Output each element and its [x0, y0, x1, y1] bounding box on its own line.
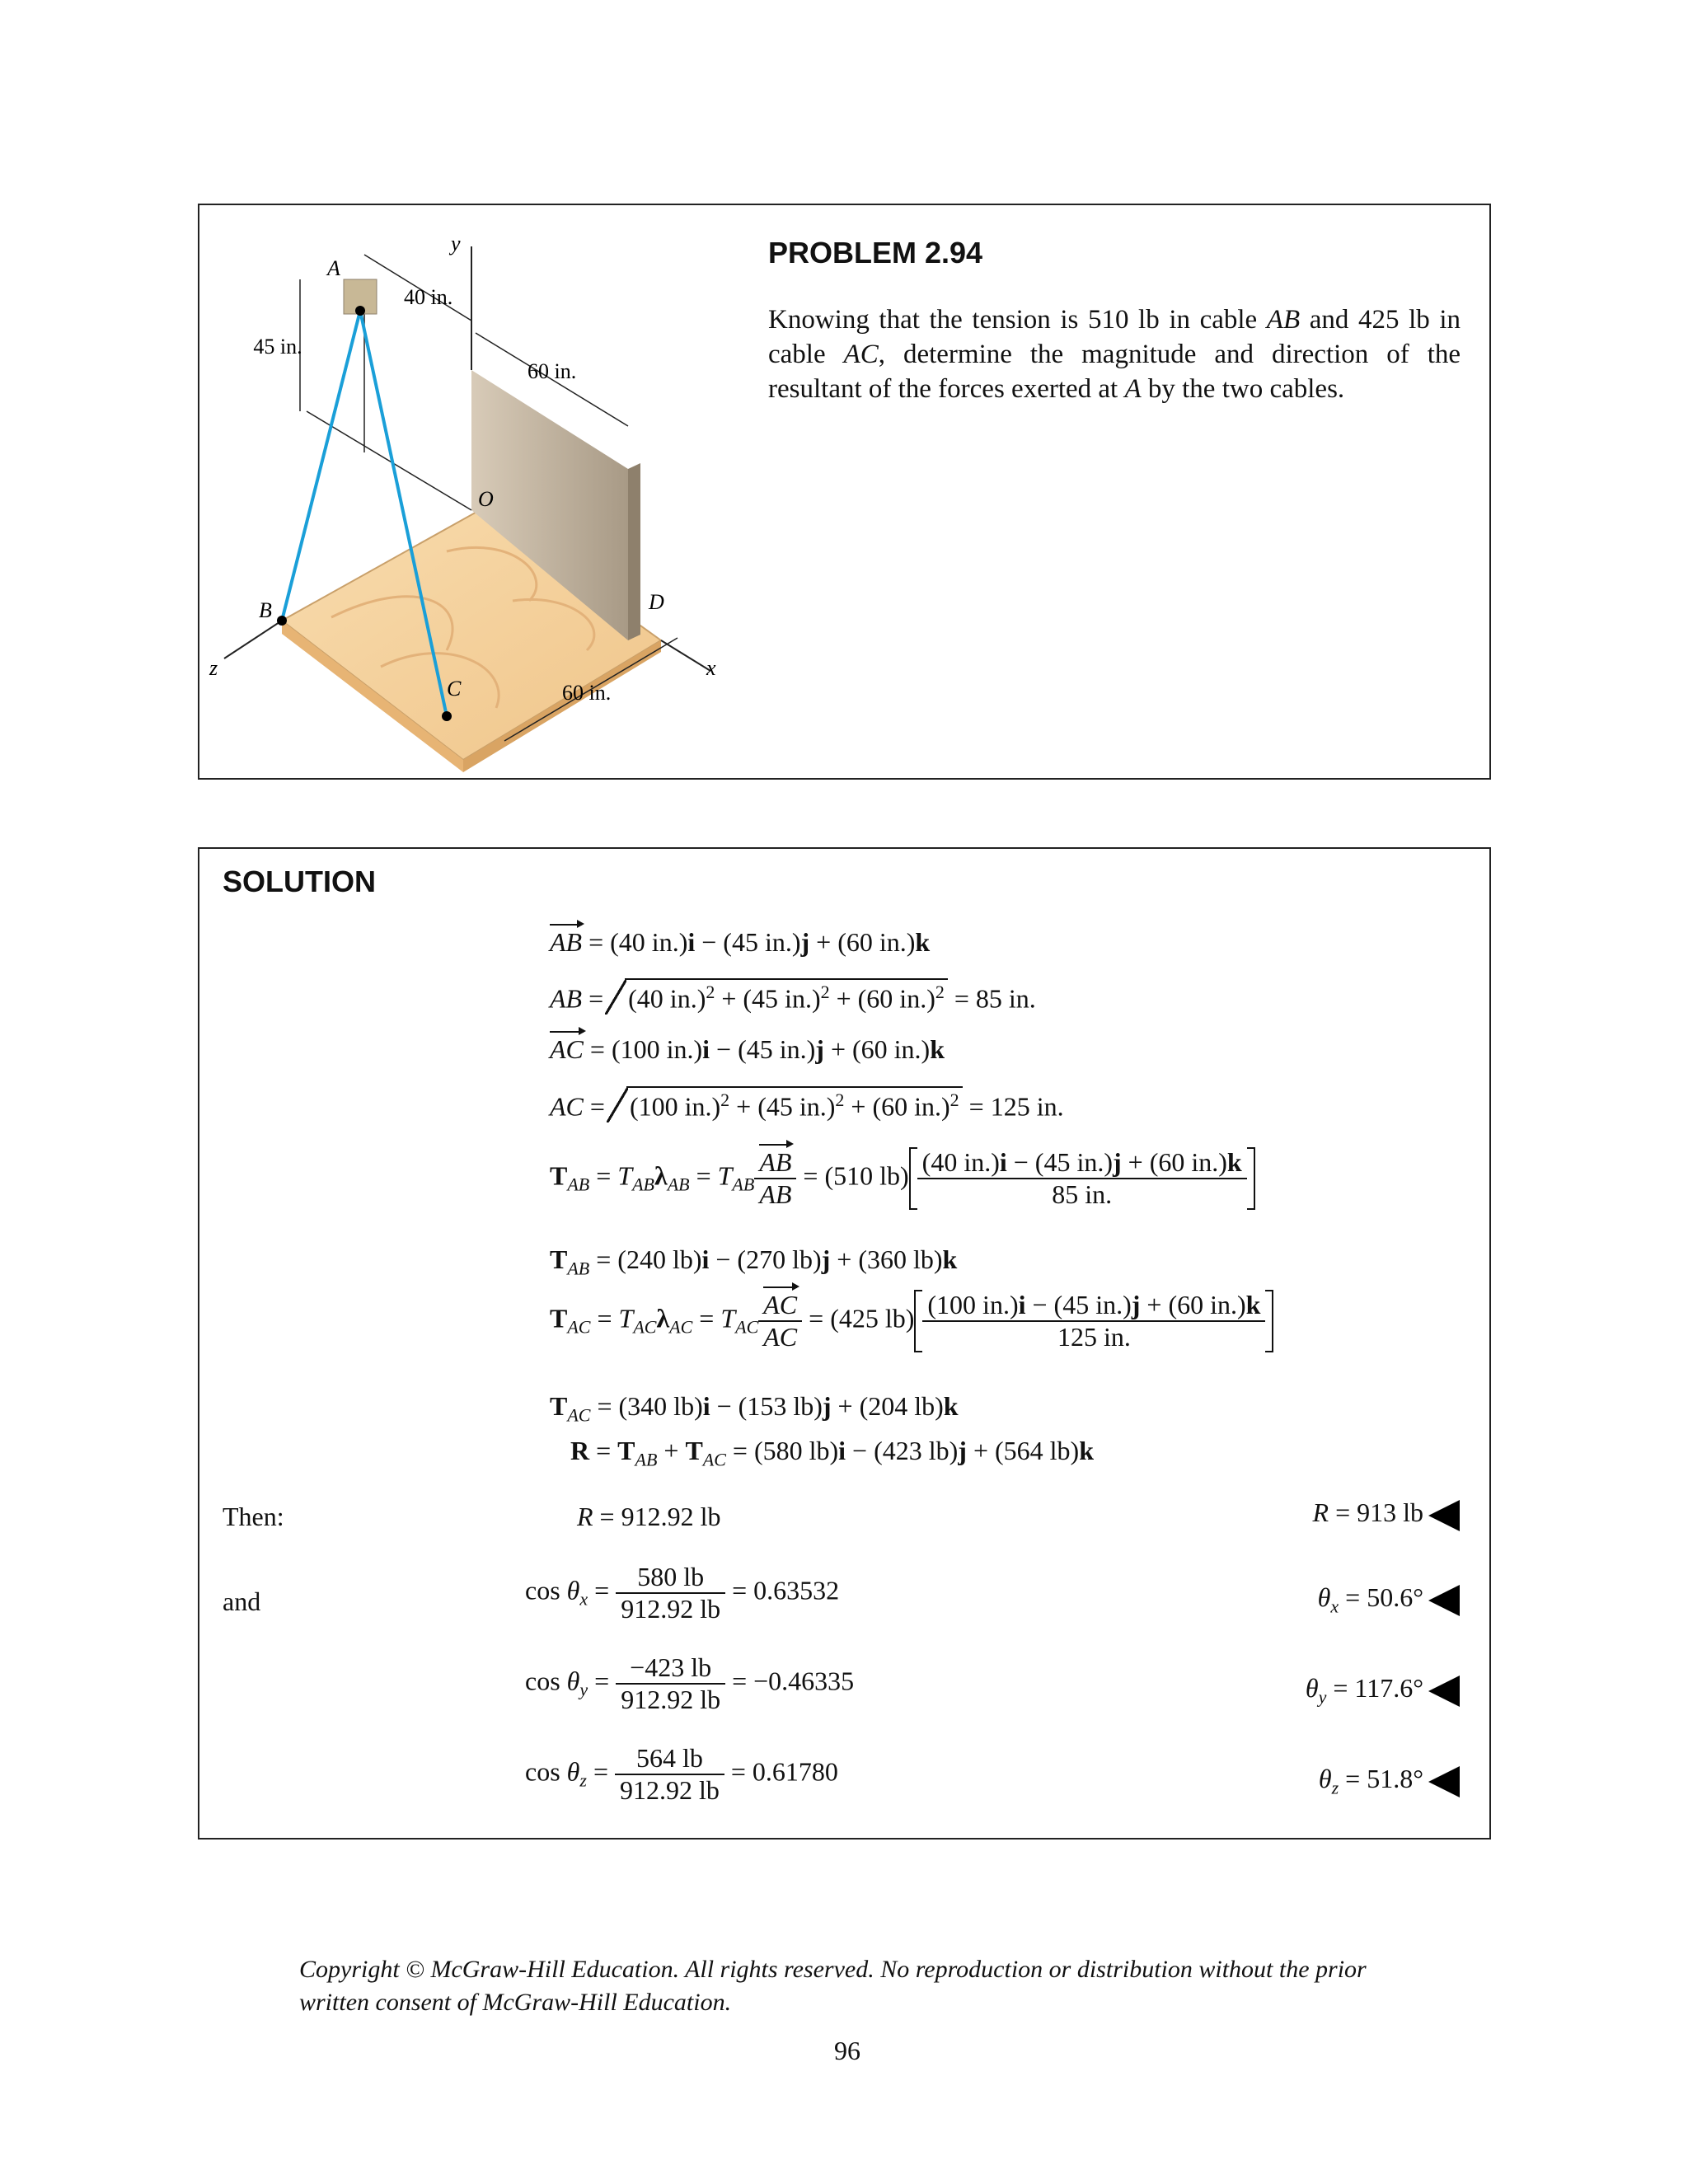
equation-magnitude-AB: AB = (40 in.)$^2$ + (45 in.)$^2$ + (60 in.)$^2$ = 85 in. — [550, 978, 1036, 1015]
equation-magnitude-AC: AC = (100 in.)$^2$ + (45 in.)$^2$ + (60 in.)$^2$ = 125 in. — [550, 1086, 1064, 1122]
theta-x-answer: $\theta_x = 50.6^\circ$ — [1318, 1582, 1460, 1617]
z-axis — [224, 621, 282, 658]
problem-statement: Knowing that the tension is 510 lb in cable AB and 425 lb in cable AC, determine the magnitude and direction of the resultant of the forces exerted at A by the two cables. — [768, 305, 1461, 404]
wall-edge — [628, 463, 640, 640]
label-A: A — [327, 256, 340, 280]
label-B: B — [259, 598, 272, 622]
equation-T-AB: $T_{AB} = T_{AB}\lambda_{AB} = T_{AB}$ $\frac{AB}{AB}$ = (510 lb) $\frac{(40 in.)i - (45 in.)j + (60 in.)k}{85 in.}$ — [550, 1147, 1255, 1210]
theta-y-answer: $\theta_y = 117.6^\circ$ — [1306, 1673, 1460, 1708]
then-label: Then: — [223, 1502, 284, 1531]
label-z: z — [209, 656, 218, 680]
answer-marker-icon — [1428, 1766, 1460, 1797]
page-number: 96 — [834, 2036, 860, 2065]
equation-resultant-R: $R = T_{AB} + T_{AC} = (580$ lb)i − (423 lb)j + (564 lb)k — [570, 1436, 1094, 1470]
equation-vector-AC: AC = (100 in.)i − (45 in.)j + (60 in.)k — [550, 1034, 945, 1064]
label-C: C — [447, 677, 462, 701]
theta-z-answer: $\theta_z = 51.8^\circ$ — [1319, 1764, 1460, 1798]
dim-60-top-label: 60 in. — [528, 359, 577, 383]
answer-marker-icon — [1428, 1500, 1460, 1531]
dim-40-label: 40 in. — [404, 285, 453, 309]
label-y: y — [451, 232, 461, 255]
and-label: and — [223, 1586, 261, 1616]
equation-T-AC: $T_{AC} = T_{AC}\lambda_{AC} = T_{AC}$ $\frac{AC}{AC}$ = (425 lb) $\frac{(100 in.)i - (45 in.)j + (60 in.)k}{125 in.}$ — [550, 1290, 1273, 1352]
solution-title: SOLUTION — [223, 865, 376, 898]
equation-cos-theta-y: $\cos \theta_y$ = $\frac{-423 lb}{912.92 lb}$ = −0.46335 — [525, 1652, 855, 1714]
equation-cos-theta-x: $\cos \theta_x$ = $\frac{580 lb}{912.92 lb}$ = 0.63532 — [525, 1562, 840, 1624]
equation-cos-theta-z: $\cos \theta_z$ = $\frac{564 lb}{912.92 lb}$ = 0.61780 — [525, 1743, 838, 1805]
problem-figure — [199, 205, 760, 778]
x-axis — [661, 640, 710, 671]
equation-T-AB-components: $T_{AB} = (240$ lb)i − (270 lb)j + (360 lb)k — [550, 1244, 958, 1279]
dim-60-bottom-label: 60 in. — [562, 681, 612, 705]
R-answer: R = 913 lb — [1313, 1497, 1460, 1531]
point-A — [355, 306, 365, 316]
label-O: O — [478, 487, 494, 511]
equation-vector-AB: AB = (40 in.)i − (45 in.)j + (60 in.)k — [550, 927, 931, 957]
problem-box — [198, 204, 1491, 780]
copyright-notice: Copyright © McGraw-Hill Education. All rights reserved. No reproduction or distribution without the prior written consent of McGraw-Hill Education. — [299, 1956, 1367, 2016]
label-D: D — [649, 590, 664, 614]
problem-title: PROBLEM 2.94 — [768, 236, 983, 269]
label-x: x — [706, 656, 716, 680]
answer-marker-icon — [1428, 1675, 1460, 1707]
equation-T-AC-components: $T_{AC} = (340$ lb)i − (153 lb)j + (204 lb)k — [550, 1391, 959, 1426]
solution-box — [198, 847, 1491, 1840]
answer-marker-icon — [1428, 1585, 1460, 1616]
dim-45-label: 45 in. — [253, 335, 302, 359]
R-calculated: R = 912.92 lb — [577, 1502, 721, 1531]
point-B — [277, 616, 287, 626]
point-C — [442, 711, 452, 721]
